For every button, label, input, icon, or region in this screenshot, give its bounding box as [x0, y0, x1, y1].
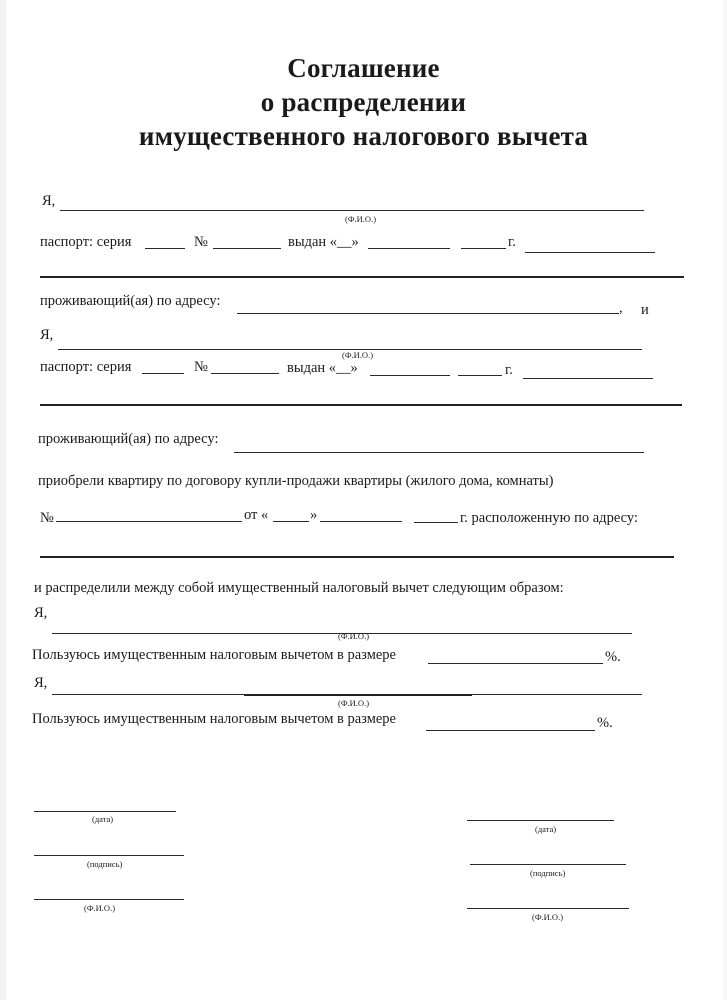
contract-located-label: г. расположенную по адресу: — [460, 510, 638, 526]
left-date-caption: (дата) — [92, 814, 114, 824]
party1-issued-by-line[interactable] — [525, 252, 655, 253]
party1-issued-label: выдан «__» — [288, 234, 359, 250]
party2-address-label: проживающий(ая) по адресу: — [38, 431, 219, 447]
right-date-line[interactable] — [467, 820, 614, 821]
and-label: и — [641, 302, 649, 318]
contract-number-sign: № — [40, 510, 54, 526]
party1-passport-series-line[interactable] — [145, 248, 185, 249]
party2-address-line[interactable] — [234, 452, 644, 453]
party1-year-label: г. — [508, 234, 516, 250]
left-signature-line[interactable] — [34, 855, 184, 856]
share2-fio-caption: (Ф.И.О.) — [338, 698, 370, 708]
party2-issued-date-line[interactable] — [370, 375, 450, 376]
party2-issued-label: выдан «__» — [287, 360, 358, 376]
share2-deduction-label: Пользуюсь имущественным налоговым вычетом в размере — [32, 711, 396, 727]
party1-fio-line[interactable] — [60, 210, 644, 211]
party1-divider — [40, 276, 684, 278]
share2-percent-sign: %. — [597, 715, 613, 731]
party2-ya-label: Я, — [40, 327, 54, 343]
party1-fio-caption: (Ф.И.О.) — [345, 214, 377, 224]
left-signature-caption: (подпись) — [87, 859, 123, 869]
left-fio-caption: (Ф.И.О.) — [84, 903, 116, 913]
title-line-1: Соглашение — [287, 53, 440, 83]
share2-ya-label: Я, — [34, 675, 48, 691]
share1-percent-sign: %. — [605, 649, 621, 665]
share1-percent-line[interactable] — [428, 663, 603, 664]
share1-ya-label: Я, — [34, 605, 48, 621]
right-fio-line[interactable] — [467, 908, 629, 909]
left-fio-line[interactable] — [34, 899, 184, 900]
contract-number-line[interactable] — [56, 521, 242, 522]
contract-day-line[interactable] — [273, 521, 309, 522]
contract-year-line[interactable] — [414, 522, 458, 523]
party1-issued-year-line[interactable] — [461, 248, 506, 249]
party1-ya-label: Я, — [42, 193, 56, 209]
party1-passport-number-line[interactable] — [213, 248, 281, 249]
party1-passport-label: паспорт: серия — [40, 234, 132, 250]
property-address-line[interactable] — [40, 556, 674, 558]
right-date-caption: (дата) — [535, 824, 557, 834]
party1-address-comma: , — [619, 300, 623, 316]
party2-divider — [40, 404, 682, 406]
title-line-2: о распределении — [260, 87, 467, 117]
left-date-line[interactable] — [34, 811, 176, 812]
party1-issued-date-line[interactable] — [368, 248, 450, 249]
party2-number-sign: № — [194, 359, 208, 375]
right-signature-line[interactable] — [470, 864, 626, 865]
share1-deduction-label: Пользуюсь имущественным налоговым вычетом в размере — [32, 647, 396, 663]
share2-fio-line-bold-segment — [244, 694, 472, 696]
share1-fio-caption: (Ф.И.О.) — [338, 631, 370, 641]
party2-passport-series-line[interactable] — [142, 373, 184, 374]
right-fio-caption: (Ф.И.О.) — [532, 912, 564, 922]
contract-from-label: от « — [244, 507, 269, 523]
right-signature-caption: (подпись) — [530, 868, 566, 878]
share2-percent-line[interactable] — [426, 730, 595, 731]
party2-issued-year-line[interactable] — [458, 375, 502, 376]
distribution-text: и распределили между собой имущественный налоговый вычет следующим образом: — [34, 580, 564, 596]
contract-month-line[interactable] — [320, 521, 402, 522]
party1-address-line[interactable] — [237, 313, 619, 314]
title-line-3: имущественного налогового вычета — [138, 121, 589, 151]
party1-number-sign: № — [194, 234, 208, 250]
party2-issued-by-line[interactable] — [523, 378, 653, 379]
party1-address-label: проживающий(ая) по адресу: — [40, 293, 221, 309]
party2-fio-caption: (Ф.И.О.) — [342, 350, 374, 360]
party2-passport-label: паспорт: серия — [40, 359, 132, 375]
contract-quote-close: » — [310, 507, 318, 523]
purchase-text: приобрели квартиру по договору купли-продажи квартиры (жилого дома, комнаты) — [38, 473, 554, 489]
party2-passport-number-line[interactable] — [211, 373, 279, 374]
party2-year-label: г. — [505, 362, 513, 378]
